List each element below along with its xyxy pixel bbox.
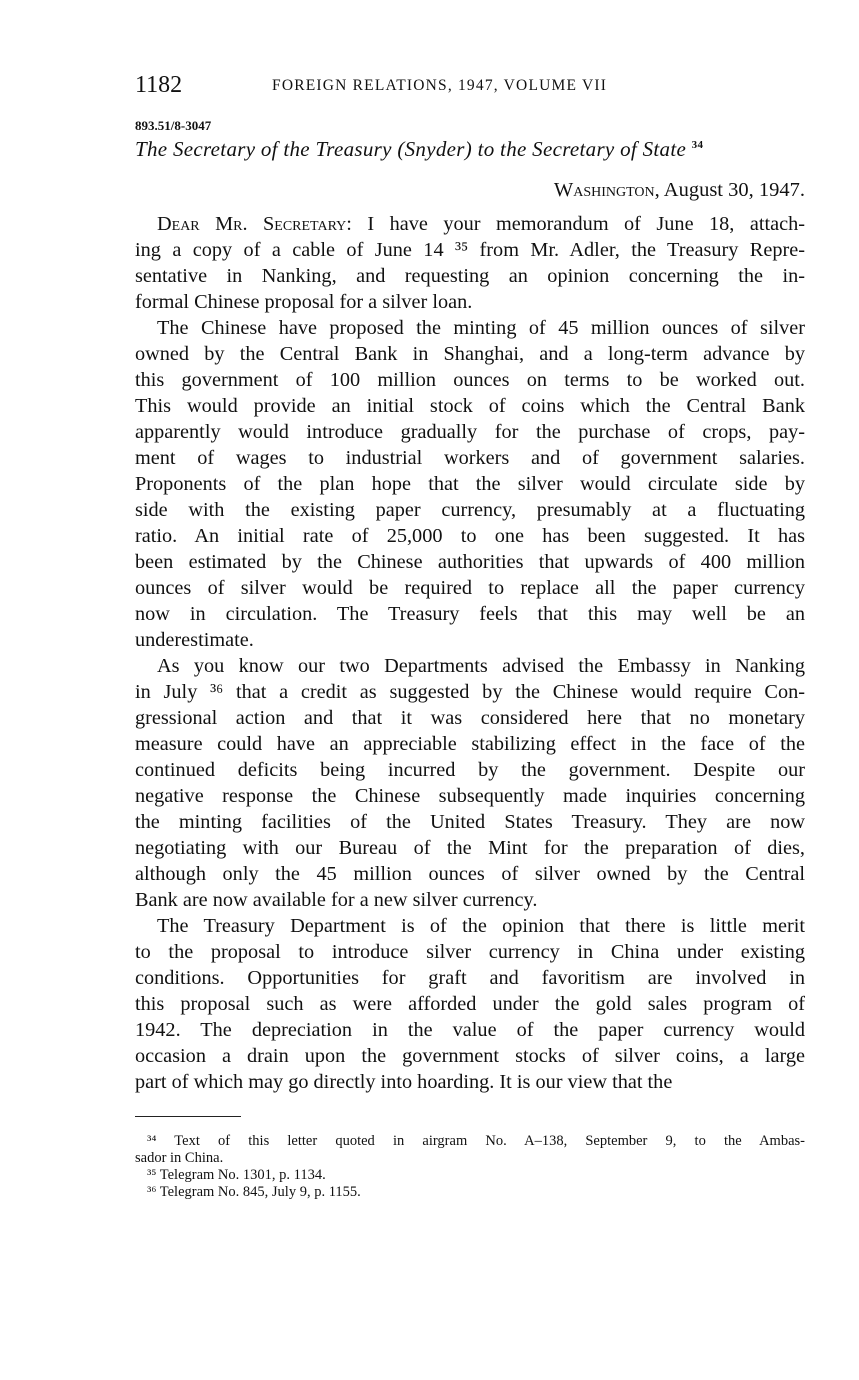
title-text: The Secretary of the Treasury (Snyder) to the Secretary of State xyxy=(135,137,687,161)
text-line: negotiating with our Bureau of the Mint for the preparation of dies, xyxy=(135,837,805,859)
paragraph xyxy=(135,913,805,1095)
text-line: negative response the Chinese subsequently made inquiries concerning xyxy=(135,785,805,807)
text-line: ment of wages to industrial workers and of government salaries. xyxy=(135,447,805,469)
page-number: 1182 xyxy=(135,72,183,98)
text-line: The Treasury Department is of the opinion that there is little merit xyxy=(157,915,805,937)
paragraph xyxy=(135,653,805,913)
text-line: The Chinese have proposed the minting of 45 million ounces of silver xyxy=(157,317,805,339)
text-line: occasion a drain upon the government stocks of silver coins, a large xyxy=(135,1045,805,1067)
salutation: Dear Mr. Secretary xyxy=(157,213,347,235)
dateline-date: , August 30, 1947. xyxy=(654,179,805,201)
text-line: in July ³⁶ that a credit as suggested by the Chinese would require Con- xyxy=(135,681,805,703)
text-line: conditions. Opportunities for graft and favoritism are involved in xyxy=(135,967,805,989)
text-line: ing a copy of a cable of June 14 ³⁵ from Mr. Adler, the Treasury Repre- xyxy=(135,239,805,261)
text-line: this proposal such as were afforded under the gold sales program of xyxy=(135,993,805,1015)
text-line: Proponents of the plan hope that the silver would circulate side by xyxy=(135,473,805,495)
text-line: gressional action and that it was considered here that no monetary xyxy=(135,707,805,729)
footnote-line: sador in China. xyxy=(135,1150,224,1166)
line-text: : I have your memorandum of June 18, attach- xyxy=(346,213,805,235)
paragraph xyxy=(135,211,805,315)
running-head: FOREIGN RELATIONS, 1947, VOLUME VII xyxy=(272,77,608,94)
text-line: the minting facilities of the United States Treasury. They are now xyxy=(135,811,805,833)
footnote-line: ³⁴ Text of this letter quoted in airgram No. A–138, September 9, to the Ambas- xyxy=(147,1133,805,1149)
footnote-line: ³⁵ Telegram No. 1301, p. 1134. xyxy=(147,1167,326,1183)
text-line: ratio. An initial rate of 25,000 to one has been suggested. It has xyxy=(135,525,805,547)
text-line xyxy=(135,211,805,237)
title-footnote-ref: 34 xyxy=(691,139,704,151)
text-line: formal Chinese proposal for a silver loan. xyxy=(135,291,473,313)
letter-body xyxy=(135,211,805,1095)
text-line: although only the 45 million ounces of silver owned by the Central xyxy=(135,863,805,885)
dateline-place: Washington xyxy=(553,179,655,201)
text-line: measure could have an appreciable stabilizing effect in the face of the xyxy=(135,733,805,755)
file-reference: 893.51/8-3047 xyxy=(135,118,212,133)
footnote-line: ³⁶ Telegram No. 845, July 9, p. 1155. xyxy=(147,1184,361,1200)
text-line: side with the existing paper currency, presumably at a fluctuating xyxy=(135,499,805,521)
text-line: to the proposal to introduce silver currency in China under existing xyxy=(135,941,805,963)
footnotes xyxy=(135,1133,805,1201)
footnote-rule xyxy=(135,1116,241,1117)
text-line: sentative in Nanking, and requesting an opinion concerning the in- xyxy=(135,265,805,287)
text-line: As you know our two Departments advised the Embassy in Nanking xyxy=(157,655,805,677)
text-line: Bank are now available for a new silver currency. xyxy=(135,889,538,911)
text-line: been estimated by the Chinese authorities that upwards of 400 million xyxy=(135,551,805,573)
text-line: 1942. The depreciation in the value of the paper currency would xyxy=(135,1019,805,1041)
text-line: underestimate. xyxy=(135,629,254,651)
text-line: continued deficits being incurred by the government. Despite our xyxy=(135,759,805,781)
paragraph xyxy=(135,315,805,653)
text-line: apparently would introduce gradually for the purchase of crops, pay- xyxy=(135,421,805,443)
text-line: owned by the Central Bank in Shanghai, and a long-term advance by xyxy=(135,343,805,365)
text-line: ounces of silver would be required to replace all the paper currency xyxy=(135,577,805,599)
dateline xyxy=(554,179,805,202)
text-line: part of which may go directly into hoarding. It is our view that the xyxy=(135,1071,673,1093)
text-line: this government of 100 million ounces on terms to be worked out. xyxy=(135,369,805,391)
text-line: This would provide an initial stock of coins which the Central Bank xyxy=(135,395,805,417)
document-title xyxy=(135,137,703,162)
text-line: now in circulation. The Treasury feels that this may well be an xyxy=(135,603,805,625)
